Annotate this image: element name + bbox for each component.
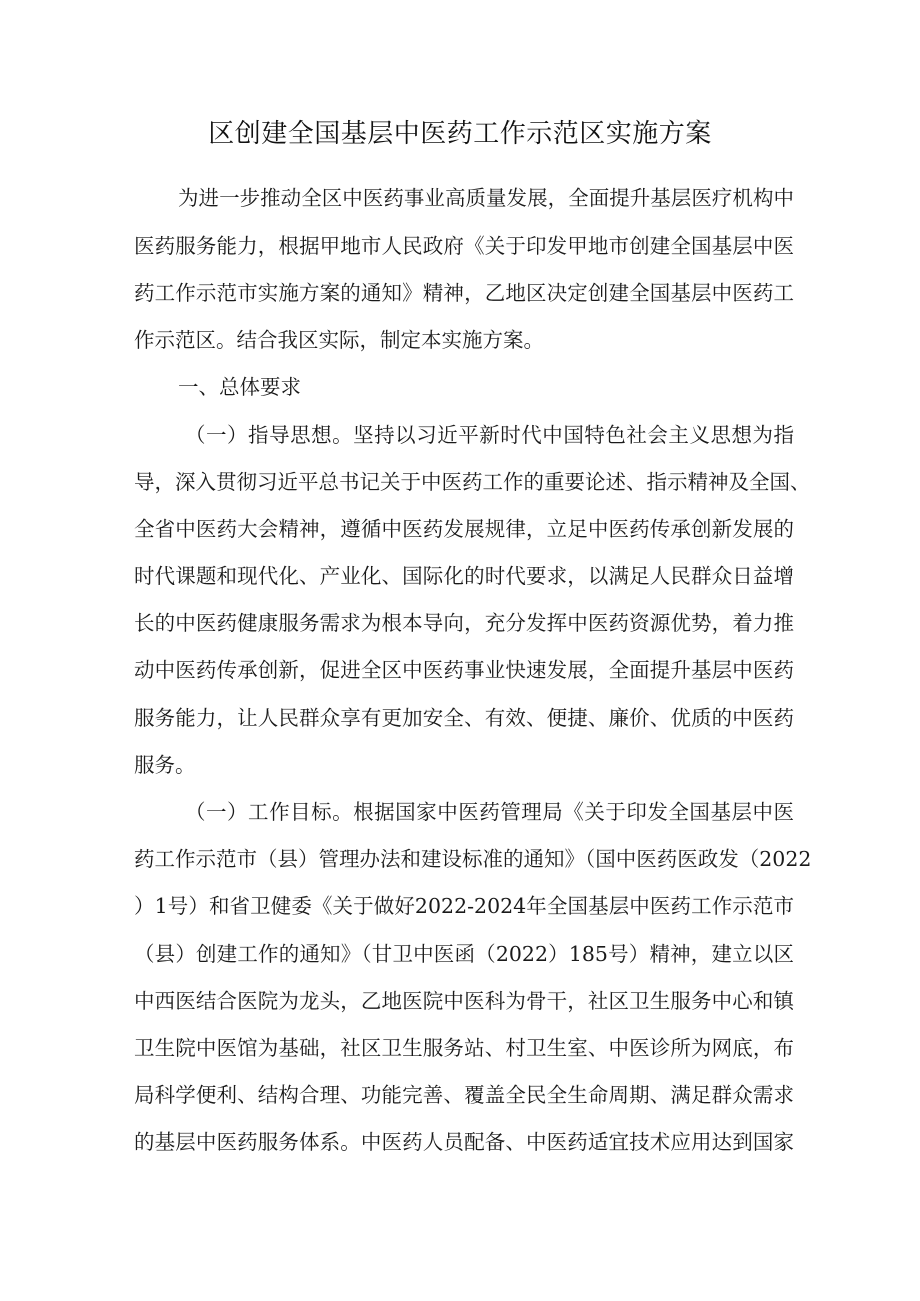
paragraph-line: 全省中医药大会精神，遵循中医药发展规律，立足中医药传承创新发展的: [134, 517, 794, 541]
paragraph-line: 服务能力，让人民群众享有更加安全、有效、便捷、廉价、优质的中医药: [134, 706, 794, 730]
paragraph-line: 动中医药传承创新，促进全区中医药事业快速发展，全面提升基层中医药: [134, 658, 794, 682]
paragraph-line: 药工作示范市实施方案的通知》精神，乙地区决定创建全国基层中医药工: [134, 281, 794, 305]
paragraph-line: （县）创建工作的通知》（甘卫中医函（2022）185号）精神，建立以区: [134, 942, 794, 966]
paragraph-line: （一）工作目标。根据国家中医药管理局《关于印发全国基层中医: [185, 800, 794, 824]
paragraph-line: 时代课题和现代化、产业化、国际化的时代要求，以满足人民群众日益增: [134, 564, 794, 588]
document-title: 区创建全国基层中医药工作示范区实施方案: [208, 119, 712, 149]
paragraph-line: 导，深入贯彻习近平总书记关于中医药工作的重要论述、指示精神及全国、: [134, 470, 811, 494]
paragraph-line: 药工作示范市（县）管理办法和建设标准的通知》（国中医药医政发（2022: [134, 847, 812, 871]
paragraph-line: 长的中医药健康服务需求为根本导向，充分发挥中医药资源优势，着力推: [134, 611, 794, 635]
paragraph-line: 服务。: [134, 753, 196, 777]
paragraph-line: 为进一步推动全区中医药事业高质量发展，全面提升基层医疗机构中: [178, 186, 794, 210]
paragraph-line: ）1号）和省卫健委《关于做好2022-2024年全国基层中医药工作示范市: [134, 894, 794, 918]
paragraph-line: 的基层中医药服务体系。中医药人员配备、中医药适宜技术应用达到国家: [134, 1130, 794, 1154]
paragraph-line: 卫生院中医馆为基础，社区卫生服务站、村卫生室、中医诊所为网底，布: [134, 1036, 794, 1060]
paragraph-line: 医药服务能力，根据甲地市人民政府《关于印发甲地市创建全国基层中医: [134, 234, 794, 258]
paragraph-line: 作示范区。结合我区实际，制定本实施方案。: [134, 328, 544, 352]
section-heading: 一、总体要求: [178, 375, 301, 399]
paragraph-line: 局科学便利、结构合理、功能完善、覆盖全民全生命周期、满足群众需求: [134, 1083, 794, 1107]
paragraph-line: （一）指导思想。坚持以习近平新时代中国特色社会主义思想为指: [185, 423, 794, 447]
paragraph-line: 中西医结合医院为龙头，乙地医院中医科为骨干，社区卫生服务中心和镇: [134, 989, 794, 1013]
